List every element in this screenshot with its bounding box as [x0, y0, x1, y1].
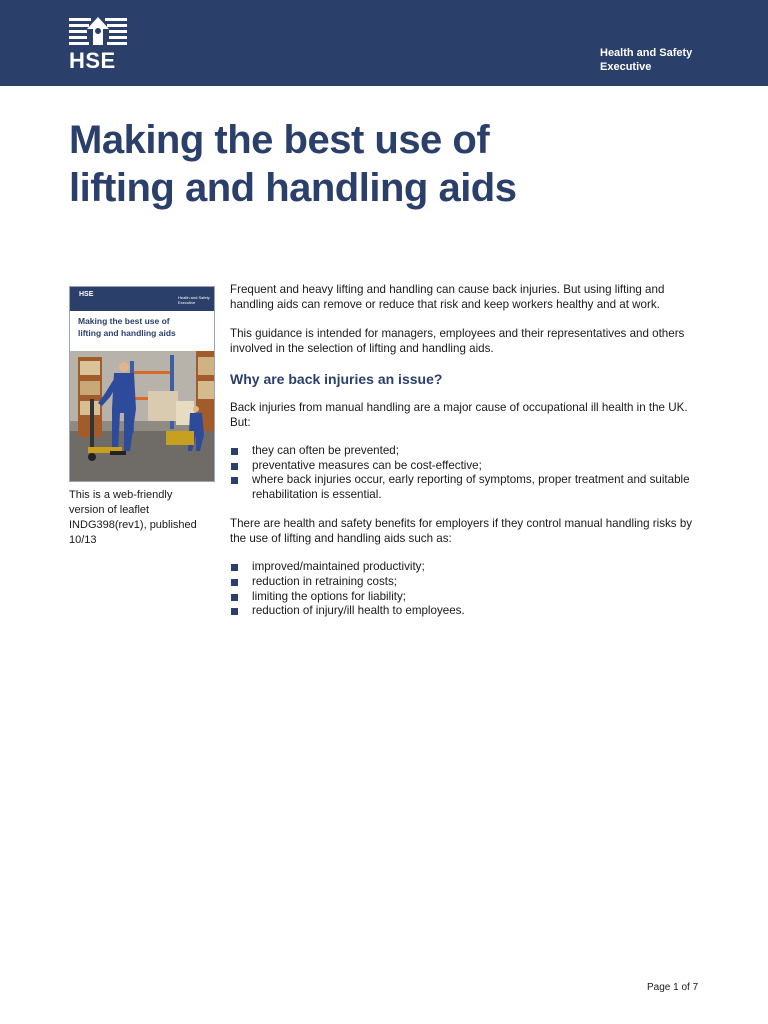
main-content	[230, 282, 700, 633]
prevention-list	[230, 444, 700, 502]
list-item	[230, 560, 700, 575]
bullet-square-icon	[231, 463, 238, 470]
cover-title-line1: Making the best use of	[78, 316, 170, 326]
section-heading: Why are back injuries an issue?	[230, 371, 443, 387]
thumbnail-caption: This is a web-friendly version of leaflet INDG398(rev1), published 10/13	[69, 489, 197, 546]
list-item	[230, 604, 700, 619]
cover-thumbnail	[69, 286, 215, 482]
list-item	[230, 590, 700, 605]
document-title	[69, 116, 709, 212]
bullet-square-icon	[231, 608, 238, 615]
warehouse-worker-photo	[70, 351, 215, 482]
list-item	[230, 444, 700, 459]
list-item-text: reduction in retraining costs;	[252, 574, 397, 588]
bullet-square-icon	[231, 448, 238, 455]
cover-org-text: Health and Safety Executive	[178, 295, 210, 305]
hse-logo	[69, 16, 127, 72]
bullet-square-icon	[231, 477, 238, 484]
benefits-paragraph: There are health and safety benefits for employers if they control manual handling risks by the use of lifting and handling aids such as:	[230, 517, 693, 546]
cover-title-line2: lifting and handling aids	[78, 328, 176, 338]
intro-paragraph-2: This guidance is intended for managers, employees and their representatives and others involved in the selection of lifting and handling aids.	[230, 327, 685, 355]
org-name-line1: Health and Safety	[600, 47, 693, 59]
list-item-text: where back injuries occur, early reporting of symptoms, proper treatment and suitable rehabilitation is essential.	[252, 473, 690, 501]
bullet-square-icon	[231, 564, 238, 571]
intro-paragraph-1: Frequent and heavy lifting and handling can cause back injuries. But using lifting and handling aids can remove or reduce that risk and keep workers healthy and at work.	[230, 283, 665, 311]
organisation-name	[600, 46, 740, 74]
bullet-square-icon	[231, 579, 238, 586]
logo-text: HSE	[69, 48, 116, 73]
title-line2: lifting and handling aids	[69, 166, 517, 210]
list-item-text: they can often be prevented;	[252, 444, 399, 457]
list-item-text: preventative measures can be cost-effective;	[252, 458, 482, 472]
page-number: Page 1 of 7	[647, 982, 699, 993]
cover-title	[78, 315, 212, 339]
title-line1: Making the best use of	[69, 118, 490, 162]
list-item-text: improved/maintained productivity;	[252, 560, 425, 574]
back-injuries-paragraph: Back injuries from manual handling are a major cause of occupational ill health in the UK. But:	[230, 401, 688, 429]
bullet-square-icon	[231, 594, 238, 601]
org-name-line2: Executive	[600, 61, 652, 73]
list-item	[230, 575, 700, 590]
list-item	[230, 459, 700, 474]
list-item	[230, 473, 700, 502]
cover-header-band	[70, 287, 215, 311]
hse-emblem-icon	[69, 16, 127, 50]
list-item-text: limiting the options for liability;	[252, 589, 407, 603]
benefits-list	[230, 560, 700, 618]
cover-logo-text: HSE	[79, 291, 94, 298]
header-band	[0, 0, 768, 86]
list-item-text: reduction of injury/ill health to employees.	[252, 604, 465, 618]
